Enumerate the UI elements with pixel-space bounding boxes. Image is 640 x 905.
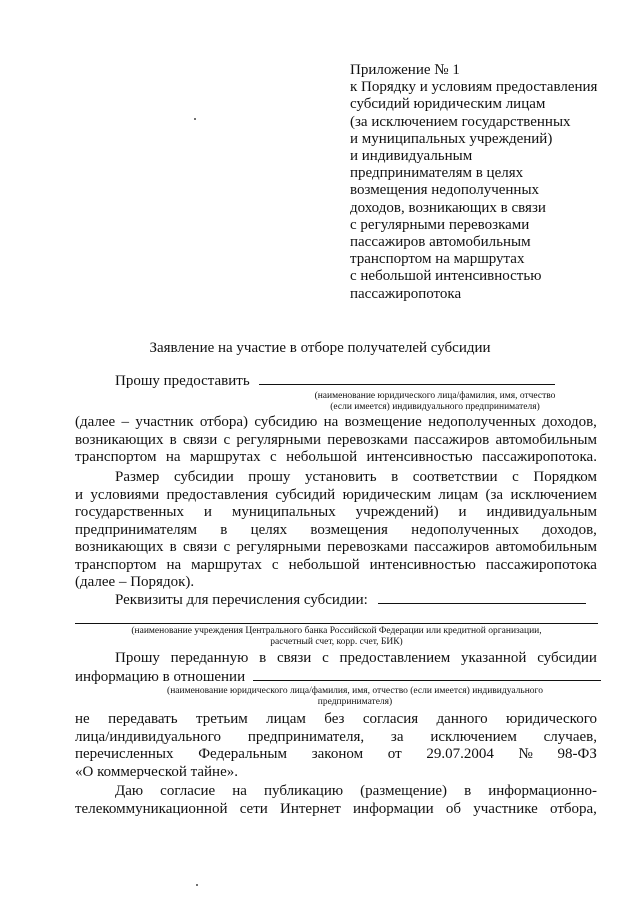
paragraph-2	[75, 469, 597, 592]
paragraph-3	[75, 711, 597, 781]
request-recipient-field[interactable]	[259, 372, 555, 385]
scan-speck	[196, 884, 198, 886]
appendix-line: доходов, возникающих в связи	[350, 199, 546, 216]
appendix-line: транспортом на маршрутах	[350, 251, 525, 268]
para4-line: Даю согласие на публикацию (размещение) в информационно-	[115, 783, 597, 799]
appendix-line: с регулярными перевозками	[350, 216, 530, 233]
para1-line: возникающих в связи с регулярными перевозками пассажиров автомобильным	[75, 431, 597, 448]
para2-line: и условиями предоставления субсидий юридическим лицам (за исключением	[75, 486, 597, 503]
appendix-line: с небольшой интенсивностью	[350, 268, 542, 285]
appendix-line: и индивидуальным	[350, 148, 473, 165]
para1-line: (далее – участник отбора) субсидию на возмещение недополученных доходов,	[75, 414, 597, 430]
para3-line: лица/индивидуального предпринимателя, за исключением случаев,	[75, 728, 597, 745]
appendix-line: пассажиропотока	[350, 285, 462, 302]
request-label: Прошу предоставить	[115, 373, 250, 389]
para2-line: Размер субсидии прошу установить в соответствии с Порядком	[115, 469, 597, 485]
info-request-caption: (наименование юридического лица/фамилия, имя, отчество (если имеется) индивидуального предпринимателя)	[167, 686, 543, 707]
appendix-line: возмещения недополученных	[350, 182, 540, 199]
scan-speck	[194, 118, 196, 120]
para3-line: «О коммерческой тайне».	[75, 763, 238, 780]
appendix-line: (за исключением государственных	[350, 113, 571, 130]
appendix-header	[350, 62, 620, 303]
appendix-line: предпринимателям в целях	[350, 165, 524, 182]
requisites-field[interactable]	[378, 591, 586, 604]
requisites-label: Реквизиты для перечисления субсидии:	[115, 592, 368, 608]
para2-line: государственных и муниципальных учреждений) и индивидуальным	[75, 504, 597, 520]
appendix-line: пассажиров автомобильным	[350, 234, 531, 251]
appendix-line: и муниципальных учреждений)	[350, 130, 553, 147]
request-caption: (наименование юридического лица/фамилия, имя, отчество (если имеется) индивидуального предпринимателя)	[314, 391, 556, 412]
para3-line: перечисленных Федеральным законом от 29.07.2004 № 98-ФЗ	[75, 746, 597, 762]
info-request	[75, 650, 597, 686]
paragraph-1	[75, 414, 597, 467]
document-title: Заявление на участие в отборе получателей субсидии	[149, 340, 491, 356]
requisites-second-line[interactable]	[75, 623, 598, 624]
info-request-label: информацию в отношении	[75, 668, 246, 685]
para2-line: (далее – Порядок).	[75, 574, 195, 590]
paragraph-4	[75, 783, 597, 818]
para1-line: транспортом на маршрутах с небольшой интенсивностью пассажиропотока.	[75, 449, 597, 465]
info-request-line1: Прошу переданную в связи с предоставлением указанной субсидии	[115, 650, 597, 666]
requisites-line	[75, 591, 597, 610]
info-request-field[interactable]	[253, 668, 601, 681]
para2-line: предпринимателям в целях возмещения недополученных доходов,	[75, 521, 597, 538]
appendix-line: субсидий юридическим лицам	[350, 96, 546, 113]
para3-line: не передавать третьим лицам без согласия данного юридического	[75, 711, 597, 727]
para4-line: телекоммуникационной сети Интернет информации об участнике отбора,	[75, 800, 597, 817]
para2-line: возникающих в связи с регулярными перевозками пассажиров автомобильным	[75, 539, 597, 555]
appendix-line: к Порядку и условиям предоставления	[350, 79, 598, 96]
requisites-caption: (наименование учреждения Центрального банка Российской Федерации или кредитной организации, расчетный счет, корр. счет, БИК)	[131, 626, 542, 647]
appendix-line: Приложение № 1	[350, 62, 460, 78]
para2-line: транспортом на маршрутах с небольшой интенсивностью пассажиропотока	[75, 556, 597, 573]
request-line	[75, 372, 597, 391]
